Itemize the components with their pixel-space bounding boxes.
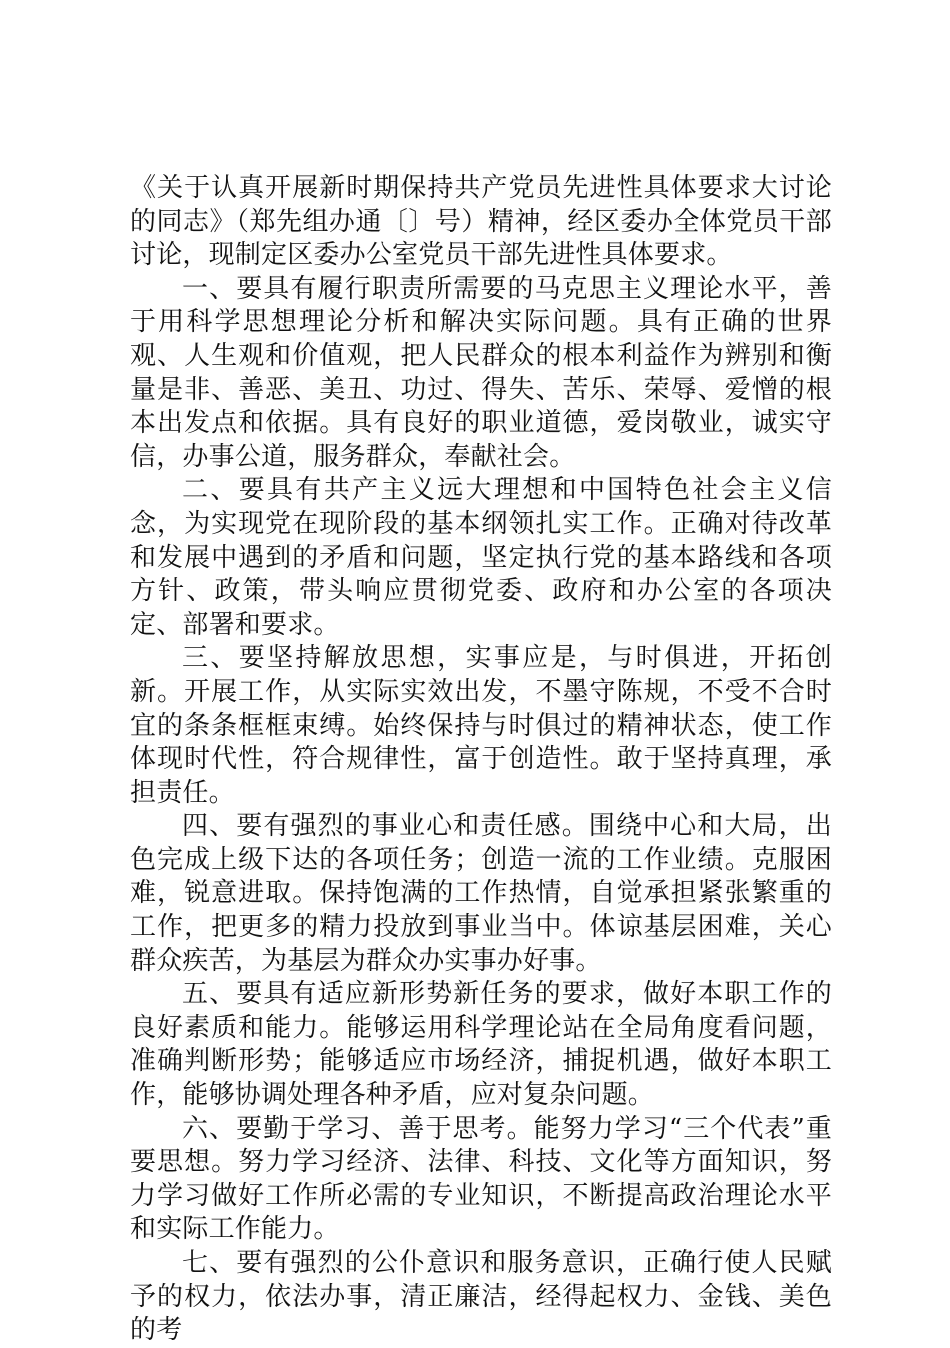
paragraph-item-1: 一、要具有履行职责所需要的马克思主义理论水平，善于用科学思想理论分析和解决实际问题。具有正确的世界观、人生观和价值观，把人民群众的根本利益作为辨别和衡量是非、善恶、美丑、功过、得失、苦乐、荣辱、爱憎的根本出发点和依据。具有良好的职业道德，爱岗敬业，诚实守信，办事公道，服务群众，奉献社会。 — [130, 273, 832, 472]
paragraph-item-7: 七、要有强烈的公仆意识和服务意识，正确行使人民赋予的权力，依法办事，清正廉洁，经得起权力、金钱、美色的考 — [130, 1248, 832, 1346]
paragraph-item-4: 四、要有强烈的事业心和责任感。围绕中心和大局，出色完成上级下达的各项任务；创造一流的工作业绩。克服困难，锐意进取。保持饱满的工作热情，自觉承担紧张繁重的工作，把更多的精力投放到事业当中。体谅基层困难，关心群众疾苦，为基层为群众办实事办好事。 — [130, 811, 832, 976]
paragraph-item-6: 六、要勤于学习、善于思考。能努力学习“三个代表”重要思想。努力学习经济、法律、科技、文化等方面知识，努力学习做好工作所必需的专业知识，不断提高政治理论水平和实际工作能力。 — [130, 1113, 832, 1245]
paragraph-intro: 《关于认真开展新时期保持共产党员先进性具体要求大讨论的同志》（郑先组办通〔〕号）精神，经区委办全体党员干部讨论，现制定区委办公室党员干部先进性具体要求。 — [130, 173, 832, 271]
paragraph-item-2: 二、要具有共产主义远大理想和中国特色社会主义信念，为实现党在现阶段的基本纲领扎实工作。正确对待改革和发展中遇到的矛盾和问题，坚定执行党的基本路线和各项方针、政策，带头响应贯彻党委、政府和办公室的各项决定、部署和要求。 — [130, 475, 832, 640]
paragraph-item-5: 五、要具有适应新形势新任务的要求，做好本职工作的良好素质和能力。能够运用科学理论站在全局角度看问题，准确判断形势；能够适应市场经济，捕捉机遇，做好本职工作，能够协调处理各种矛盾，应对复杂问题。 — [130, 979, 832, 1111]
paragraph-item-3: 三、要坚持解放思想，实事应是，与时俱进，开拓创新。开展工作，从实际实效出发，不墨守陈规，不受不合时宜的条条框框束缚。始终保持与时俱过的精神状态，使工作体现时代性，符合规律性，富于创造性。敢于坚持真理，承担责任。 — [130, 643, 832, 808]
document-body — [130, 172, 832, 1348]
